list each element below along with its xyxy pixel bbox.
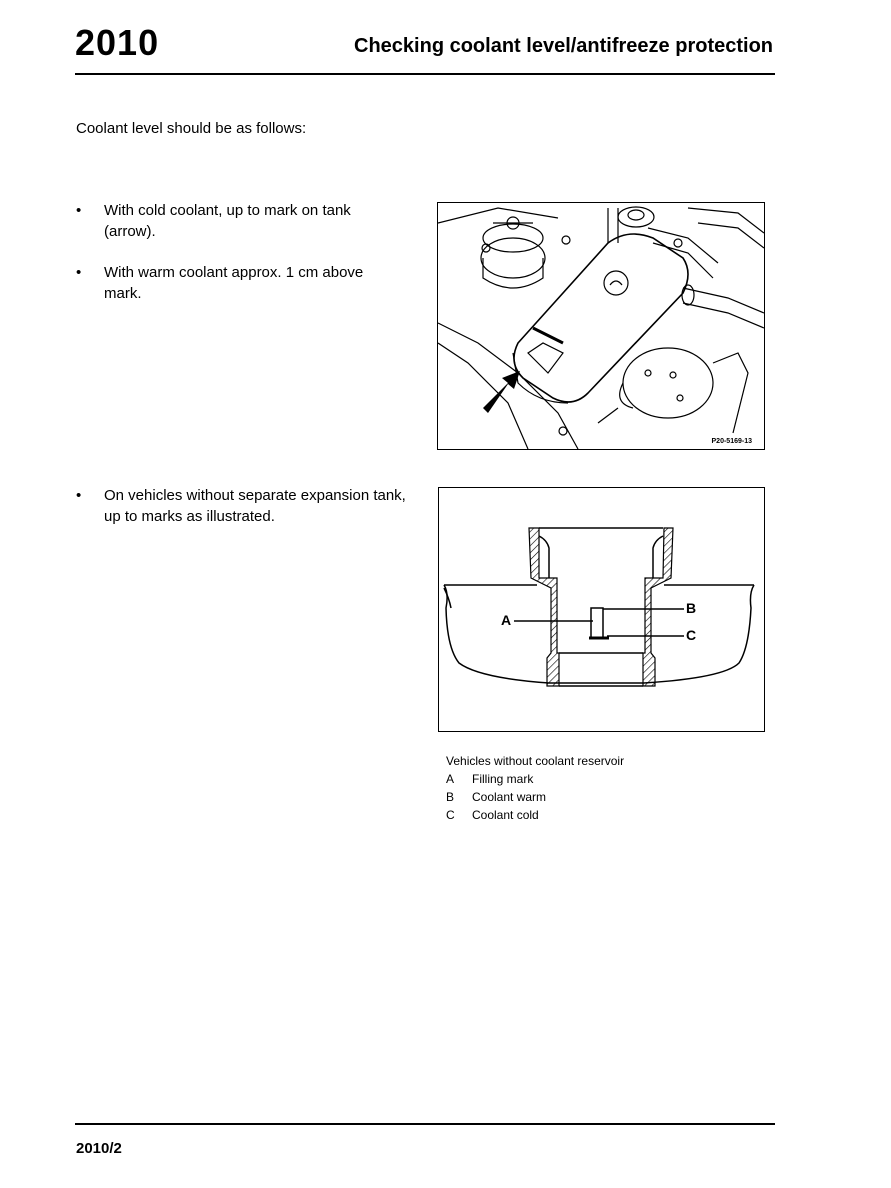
bullet-list-tank: [76, 200, 416, 324]
legend-text: Coolant cold: [472, 808, 539, 822]
figure-code: P20-5169-13: [711, 438, 752, 445]
pointer-arrow-icon: [483, 371, 520, 413]
bullet-text-line: With cold coolant, up to mark on tank: [104, 202, 351, 219]
bullet-text-line: (arrow).: [104, 223, 156, 240]
legend-row: [446, 788, 624, 806]
filler-neck-illustration: [439, 488, 764, 731]
bullet-dot-icon: •: [76, 202, 82, 219]
bullet-dot-icon: •: [76, 264, 82, 281]
bullet-text-line: mark.: [104, 285, 142, 302]
figure-expansion-tank: [437, 202, 765, 450]
callout-label-b: B: [686, 600, 697, 616]
bullet-item: [76, 485, 416, 527]
figure-caption: [446, 752, 624, 824]
legend-row: [446, 770, 624, 788]
legend-key: A: [446, 772, 455, 786]
bullet-item: [76, 262, 416, 304]
legend-key: C: [446, 808, 455, 822]
legend-text: Coolant warm: [472, 790, 547, 804]
callout-label-a: A: [501, 612, 512, 628]
legend-row: [446, 806, 624, 824]
footer-divider: [75, 1123, 775, 1125]
bullet-text-line: On vehicles without separate expansion tank,: [104, 487, 406, 504]
callout-label-c: C: [686, 627, 697, 643]
figure-filler-neck: [438, 487, 765, 732]
page-number: 2010/2: [76, 1140, 122, 1157]
bullet-dot-icon: •: [76, 487, 82, 504]
bullet-item: [76, 200, 416, 242]
section-number: 2010: [75, 22, 160, 63]
header-divider: [75, 73, 775, 75]
legend-text: Filling mark: [472, 772, 534, 786]
legend-key: B: [446, 790, 455, 804]
bullet-list-no-tank: [76, 485, 416, 547]
page-title: Checking coolant level/antifreeze protection: [354, 35, 773, 57]
expansion-tank-illustration: [438, 203, 764, 449]
bullet-text-line: With warm coolant approx. 1 cm above: [104, 264, 364, 281]
caption-title: Vehicles without coolant reservoir: [446, 754, 625, 768]
bullet-text-line: up to marks as illustrated.: [104, 508, 275, 525]
intro-text: Coolant level should be as follows:: [76, 120, 307, 137]
